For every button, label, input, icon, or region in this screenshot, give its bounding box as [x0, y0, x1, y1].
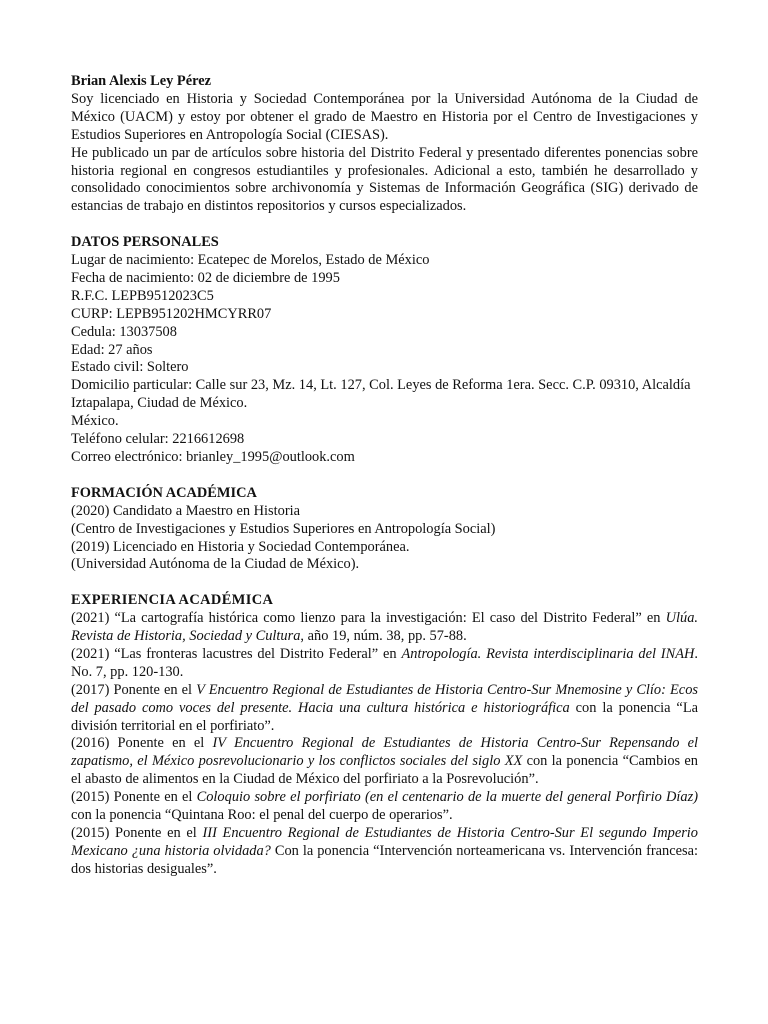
- section-heading-experience: EXPERIENCIA ACADÉMICA: [71, 592, 274, 609]
- experience-list: [71, 610, 698, 879]
- experience-entry: [71, 646, 698, 682]
- section-heading-personal: DATOS PERSONALES: [71, 234, 219, 251]
- personal-line-phone: Teléfono celular: 2216612698: [71, 431, 245, 448]
- entry-text: (2015) Ponente en el: [71, 789, 197, 806]
- personal-line: Estado civil: Soltero: [71, 359, 189, 376]
- education-list: [71, 503, 698, 575]
- entry-text: (2016) Ponente en el: [71, 735, 213, 752]
- entry-text: (2021) “La cartografía histórica como lienzo para la investigación: El caso del Distrito Federal” en: [71, 610, 666, 627]
- entry-text: (2021) “Las fronteras lacustres del Distrito Federal” en: [71, 645, 402, 662]
- personal-line: CURP: LEPB951202HMCYRR07: [71, 305, 272, 322]
- personal-line: R.F.C. LEPB9512023C5: [71, 287, 214, 304]
- entry-text: (2017) Ponente en el: [71, 681, 197, 698]
- personal-line: Edad: 27 años: [71, 341, 153, 358]
- personal-line: Lugar de nacimiento: Ecatepec de Morelos, Estado de México: [71, 252, 430, 269]
- experience-entry: [71, 682, 698, 736]
- entry-title: Antropología. Revista interdisciplinaria del INAH: [401, 645, 695, 662]
- entry-text: con la ponencia “La división territorial en el porfiriato”.: [71, 699, 698, 734]
- experience-entry: [71, 789, 698, 825]
- entry-title: III Encuentro Regional de Estudiantes de Historia Centro-Sur El segundo Imperio Mexicano ¿una historia olvidada?: [71, 825, 698, 859]
- education-line: (Universidad Autónoma de la Ciudad de México).: [71, 556, 360, 573]
- entry-text: , año 19, núm. 38, pp. 57-88.: [300, 628, 467, 645]
- personal-line-address: Domicilio particular: Calle sur 23, Mz. 14, Lt. 127, Col. Leyes de Reforma 1era. Secc. C.P. 09310, Alcaldía Iztapalapa, Ciudad de México.: [71, 377, 691, 412]
- person-name: Brian Alexis Ley Pérez: [71, 73, 212, 89]
- education-line: (2020) Candidato a Maestro en Historia: [71, 502, 300, 519]
- experience-entry: [71, 825, 698, 879]
- intro-paragraph: Soy licenciado en Historia y Sociedad Contemporánea por la Universidad Autónoma de la Ciudad de México (UACM) y estoy por obtener el grado de Maestro en Historia por el Centro de Investigaciones y Estudios Superiores en Antropología Social (CIESAS).: [71, 90, 698, 143]
- entry-title: Ulúa. Revista de Historia, Sociedad y Cultura: [71, 610, 698, 645]
- experience-entry: [71, 610, 698, 646]
- personal-data-list: [71, 252, 698, 467]
- entry-text: . No. 7, pp. 120-130.: [71, 645, 698, 680]
- entry-text: con la ponencia “Quintana Roo: el penal del cuerpo de operarios”.: [71, 807, 453, 824]
- entry-text: con la ponencia “Cambios en el abasto de alimentos en la Ciudad de México del porfiriato a la Posrevolución”.: [71, 753, 698, 788]
- personal-line: México.: [71, 413, 119, 430]
- entry-title: V Encuentro Regional de Estudiantes de Historia Centro-Sur Mnemosine y Clío: Ecos del pasado como voces del presente. Hacia una cultura histórica e historiográfica: [71, 681, 698, 716]
- entry-text: (2015) Ponente en el: [71, 825, 203, 842]
- experience-entry: [71, 735, 698, 789]
- education-line: (2019) Licenciado en Historia y Sociedad Contemporánea.: [71, 538, 410, 555]
- education-line: (Centro de Investigaciones y Estudios Superiores en Antropología Social): [71, 520, 496, 537]
- entry-text: Con la ponencia “Intervención norteamericana vs. Intervención francesa: dos historias desiguales”.: [71, 842, 698, 877]
- personal-line: Cedula: 13037508: [71, 323, 177, 340]
- personal-line: Fecha de nacimiento: 02 de diciembre de 1995: [71, 269, 340, 286]
- entry-title: Coloquio sobre el porfiriato (en el centenario de la muerte del general Porfirio Díaz): [196, 789, 698, 806]
- personal-line-email: Correo electrónico: brianley_1995@outlook.com: [71, 449, 355, 466]
- section-heading-education: FORMACIÓN ACADÉMICA: [71, 484, 257, 501]
- intro-paragraph: He publicado un par de artículos sobre historia del Distrito Federal y presentado diferentes ponencias sobre historia regional en congresos estudiantiles y profesionales. Adicional a esto, también he desarrollado y consolidado conocimientos sobre archivonomía y Sistemas de Información Geográfica (SIG) derivado de estancias de trabajo en distintos repositorios y cursos especializados.: [71, 144, 698, 215]
- entry-title: IV Encuentro Regional de Estudiantes de Historia Centro-Sur Repensando el zapatismo, el México posrevolucionario y los conflictos sociales del siglo XX: [71, 735, 699, 770]
